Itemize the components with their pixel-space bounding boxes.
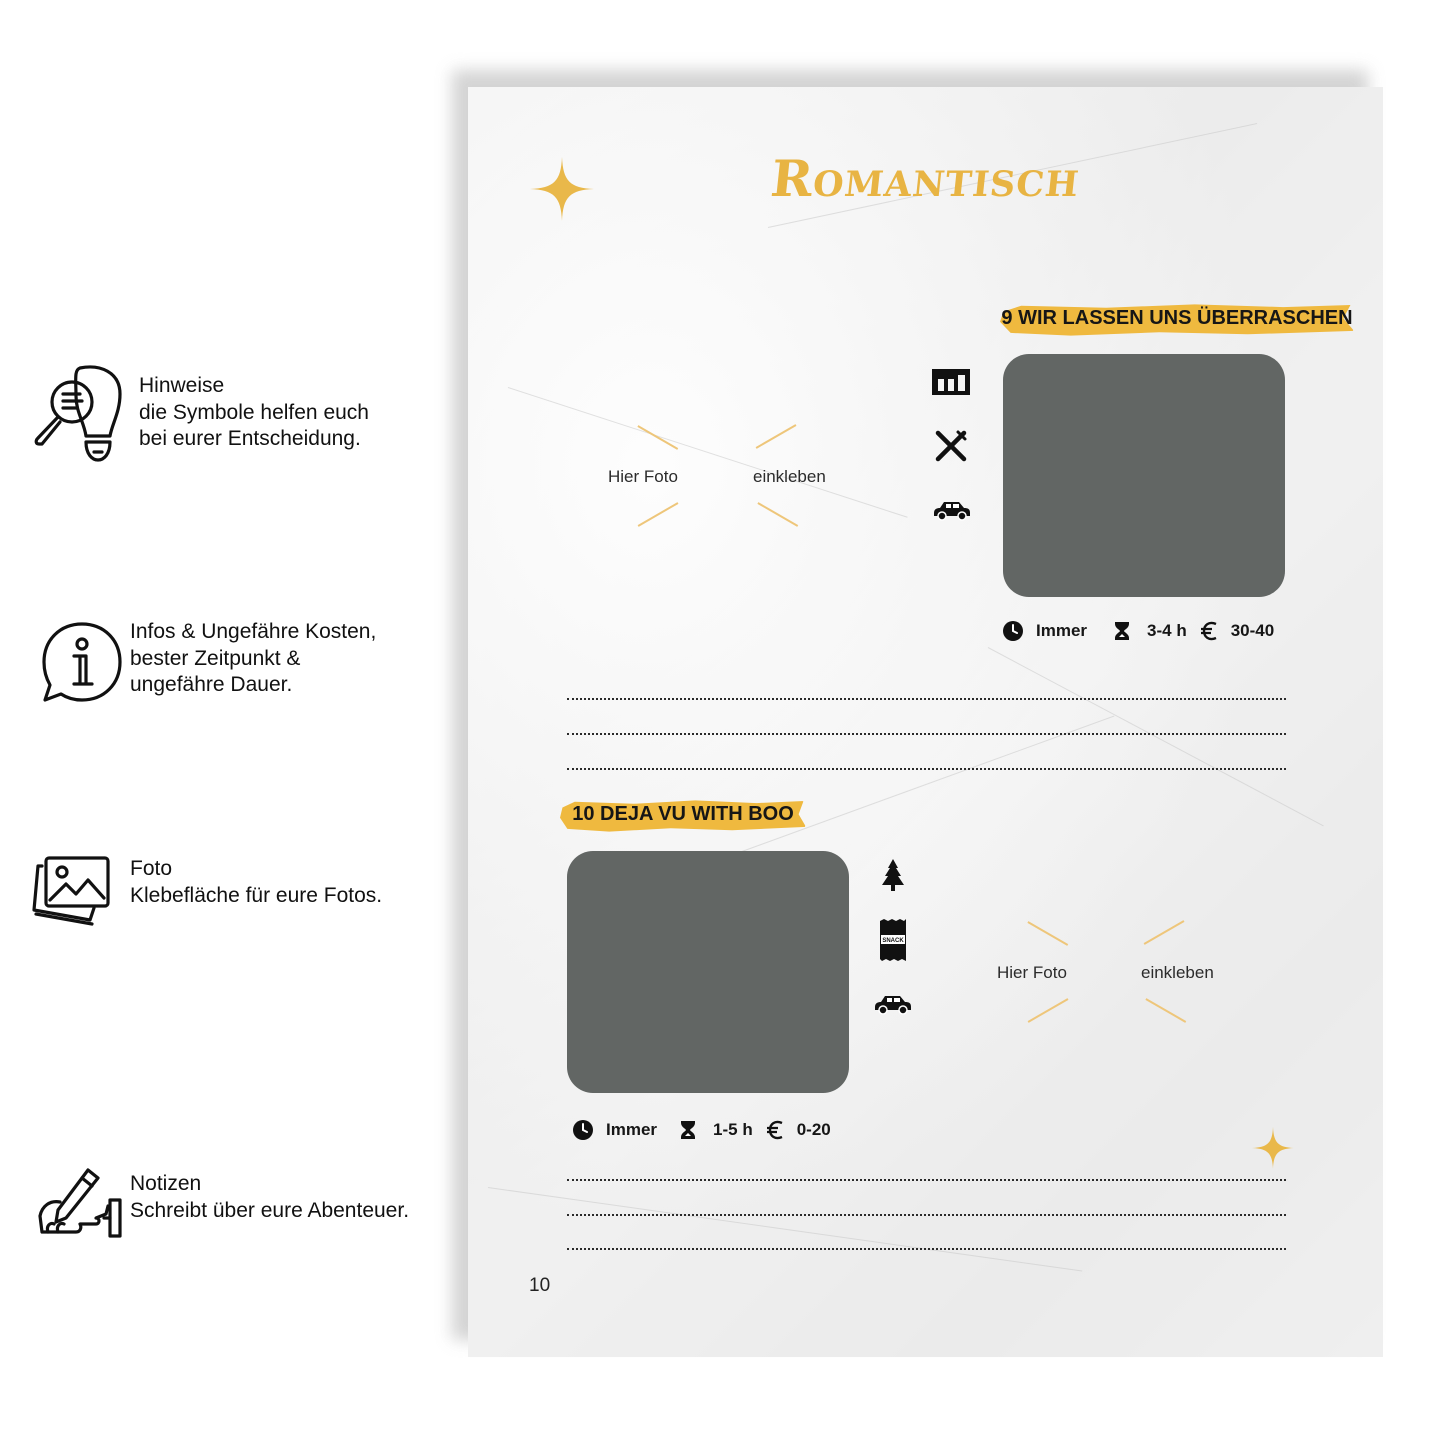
writing-hand-icon <box>36 1166 124 1238</box>
activity-9-info <box>1002 618 1274 644</box>
legend-photo-line1: Klebefläche für eure Fotos. <box>130 883 383 907</box>
notes-line <box>567 733 1286 735</box>
legend-notes-line1: Schreibt über eure Abenteuer. <box>130 1198 410 1222</box>
paper-crease <box>488 1187 1082 1271</box>
hourglass-icon <box>677 1119 699 1141</box>
clock-icon <box>572 1119 594 1141</box>
euro-icon <box>1199 620 1221 642</box>
activity-10-info <box>572 1117 831 1143</box>
time-value: Immer <box>1036 621 1088 640</box>
page-title: Romantisch <box>768 149 1083 208</box>
photo-area <box>1003 354 1285 597</box>
cost-value: 0-20 <box>796 1120 831 1139</box>
photo-placeholder-right <box>978 913 1238 1033</box>
activity-10-heading-text: 10 DEJA VU WITH BOO <box>572 803 794 825</box>
activity-10-heading <box>560 799 806 833</box>
legend-hints-title: Hinweise <box>139 374 225 397</box>
legend-infos-line3: ungefähre Dauer. <box>130 673 293 696</box>
sparkle-icon <box>1252 1127 1294 1169</box>
car-icon <box>932 499 972 521</box>
page-number: 10 <box>529 1275 551 1296</box>
legend-hints-line1: die Symbole helfen euch <box>139 400 369 424</box>
legend-infos-line2: bester Zeitpunkt & <box>130 646 301 670</box>
tree-icon <box>882 859 904 891</box>
hourglass-icon <box>1111 620 1133 642</box>
activity-9-heading <box>1000 303 1354 337</box>
legend-photo-title: Foto <box>130 857 173 880</box>
euro-icon <box>765 1119 787 1141</box>
fork-knife-icon <box>934 429 968 463</box>
clock-icon <box>1002 620 1024 642</box>
time-value: Immer <box>606 1120 658 1139</box>
snack-icon <box>878 919 908 961</box>
paper-crease <box>988 647 1324 826</box>
notes-line <box>567 1179 1286 1181</box>
photo-placeholder-left <box>588 417 848 537</box>
photo-placeholder-text: einkleben <box>1141 963 1214 982</box>
photo-placeholder-text: einkleben <box>753 467 826 486</box>
activity-9-heading-text: 9 WIR LASSEN UNS ÜBERRASCHEN <box>1001 307 1353 329</box>
cost-value: 30-40 <box>1230 621 1275 640</box>
info-bubble-icon <box>40 620 124 704</box>
notes-line <box>567 698 1286 700</box>
car-icon <box>873 993 913 1015</box>
magnifier-footprint-icon <box>30 362 124 464</box>
sparkle-icon <box>530 157 594 221</box>
duration-value: 3-4 h <box>1147 621 1187 640</box>
notes-line <box>567 1248 1286 1250</box>
notes-line <box>567 768 1286 770</box>
snack-label: SNACK <box>882 938 904 944</box>
journal-page <box>468 87 1383 1357</box>
notes-line <box>567 1214 1286 1216</box>
photo-placeholder-text: Hier Foto <box>997 963 1067 982</box>
photo-placeholder-text: Hier Foto <box>608 467 678 486</box>
photos-icon <box>32 852 112 926</box>
duration-value: 1-5 h <box>713 1120 753 1139</box>
legend-hints-line2: bei eurer Entscheidung. <box>139 427 361 450</box>
legend-notes-title: Notizen <box>130 1172 202 1195</box>
building-icon <box>932 369 970 395</box>
legend-infos-line1: Infos & Ungefähre Kosten, <box>130 620 377 643</box>
photo-area <box>567 851 849 1093</box>
